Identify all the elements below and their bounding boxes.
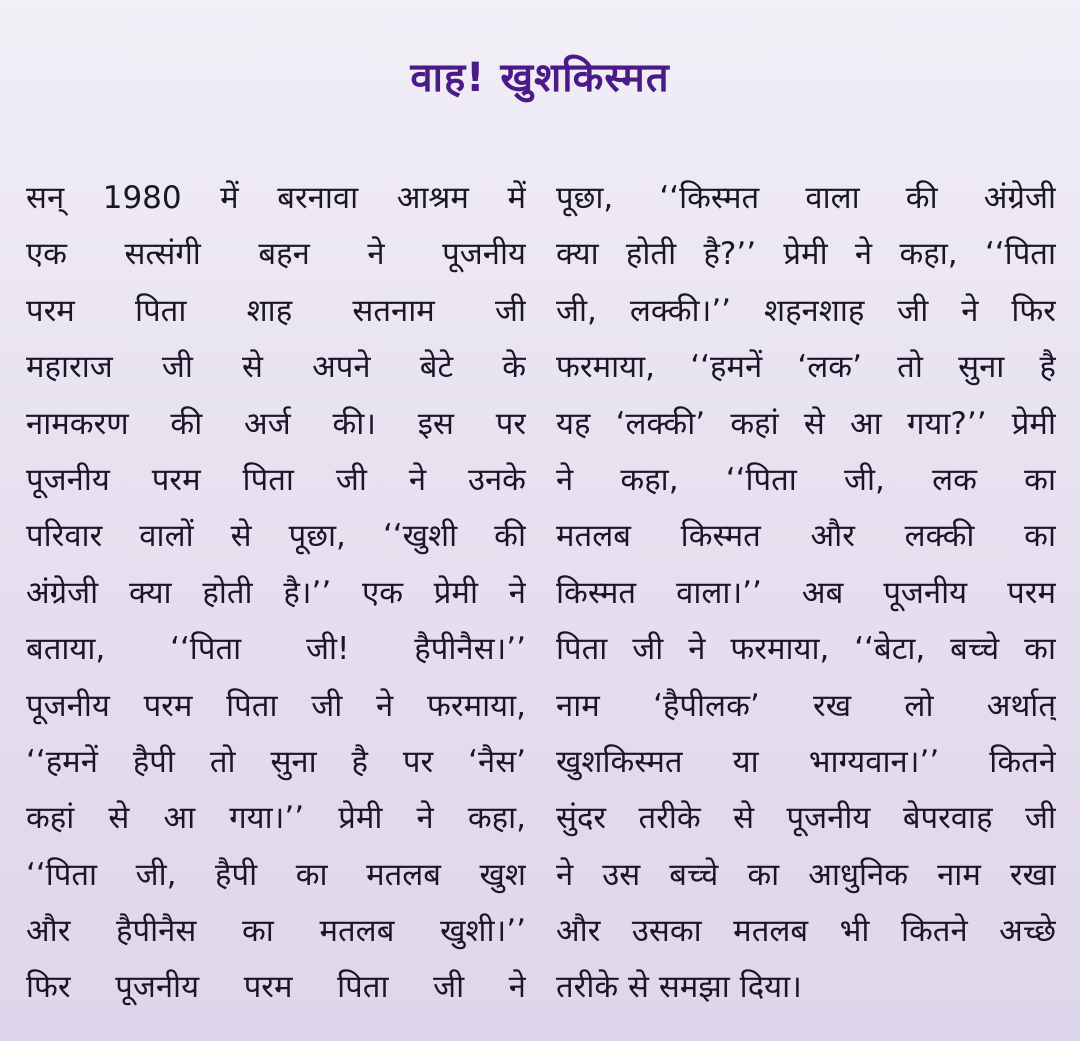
text-line: और हैपीनैस का मतलब खुशी।’’ xyxy=(26,913,526,950)
text-line: परिवार वालों से पूछा, ‘‘खुशी की xyxy=(26,518,526,555)
text-line: तरीके से समझा दिया। xyxy=(556,969,802,1006)
text-line: कहां से आ गया।’’ प्रेमी ने कहा, xyxy=(26,800,526,837)
text-line: पिता जी ने फरमाया, ‘‘बेटा, बच्चे का xyxy=(556,631,1056,668)
text-line: खुशकिस्मत या भाग्यवान।’’ कितने xyxy=(556,743,1056,780)
headline: वाह! खुशकिस्मत xyxy=(410,55,670,101)
right-column xyxy=(556,170,1056,1016)
text-line: फरमाया, ‘‘हमनें ‘लक’ तो सुना है xyxy=(556,349,1056,386)
text-line: नाम ‘हैपीलक’ रख लो अर्थात् xyxy=(556,687,1056,724)
text-line: फिर पूजनीय परम पिता जी ने xyxy=(26,969,526,1006)
text-line: ने कहा, ‘‘पिता जी, लक का xyxy=(556,461,1056,498)
text-line: पूजनीय परम पिता जी ने फरमाया, xyxy=(26,687,526,724)
text-line: पूजनीय परम पिता जी ने उनके xyxy=(26,461,526,498)
text-line: जी, लक्की।’’ शहनशाह जी ने फिर xyxy=(556,292,1056,329)
text-line: यह ‘लक्की’ कहां से आ गया?’’ प्रेमी xyxy=(556,405,1056,442)
text-line: ‘‘हमनें हैपी तो सुना है पर ‘नैस’ xyxy=(26,743,526,780)
left-column xyxy=(26,170,526,1016)
text-line: परम पिता शाह सतनाम जी xyxy=(26,292,526,329)
text-line: सन् 1980 में बरनावा आश्रम में xyxy=(26,180,526,216)
text-line: नामकरण की अर्ज की। इस पर xyxy=(26,405,526,442)
text-line: अंग्रेजी क्या होती है।’’ एक प्रेमी ने xyxy=(26,574,526,611)
text-line: क्या होती है?’’ प्रेमी ने कहा, ‘‘पिता xyxy=(556,236,1056,273)
text-line: ने उस बच्चे का आधुनिक नाम रखा xyxy=(556,856,1056,893)
text-line: महाराज जी से अपने बेटे के xyxy=(26,349,526,386)
text-line: बताया, ‘‘पिता जी! हैपीनैस।’’ xyxy=(26,631,526,668)
text-line: मतलब किस्मत और लक्की का xyxy=(556,518,1056,555)
text-line: सुंदर तरीके से पूजनीय बेपरवाह जी xyxy=(556,800,1056,837)
text-line: और उसका मतलब भी कितने अच्छे xyxy=(556,913,1056,950)
text-line: पूछा, ‘‘किस्मत वाला की अंग्रेजी xyxy=(556,180,1056,216)
text-line: एक सत्संगी बहन ने पूजनीय xyxy=(26,236,526,273)
text-line: ‘‘पिता जी, हैपी का मतलब खुश xyxy=(26,856,526,893)
text-line: किस्मत वाला।’’ अब पूजनीय परम xyxy=(556,574,1056,611)
